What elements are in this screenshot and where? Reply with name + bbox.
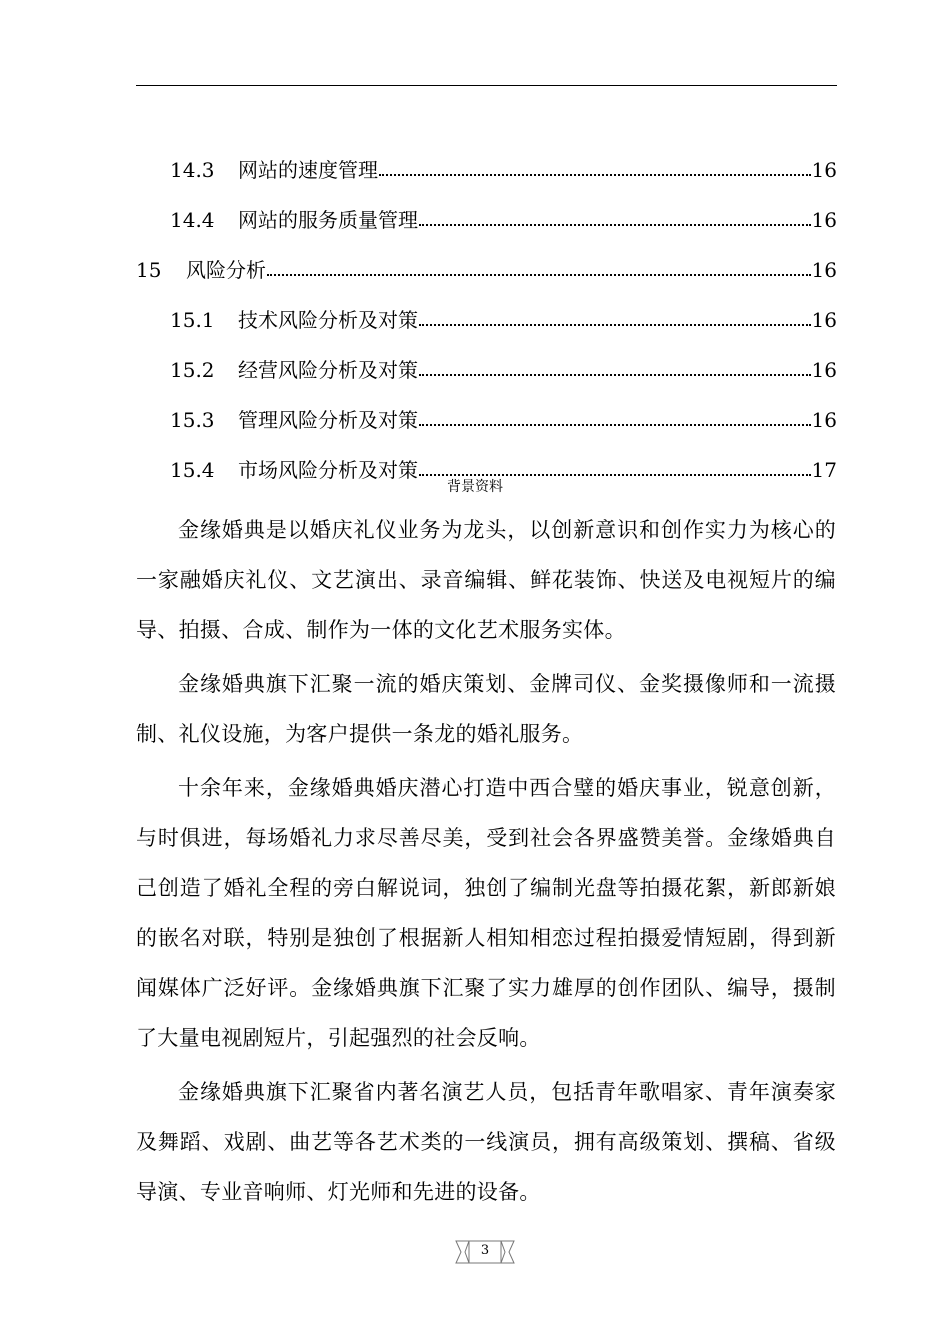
toc-entry-page: 16 [811, 308, 837, 332]
body-text [136, 505, 836, 1221]
toc-entry-title: 管理风险分析及对策 [238, 408, 418, 432]
toc-entry-page: 16 [811, 408, 837, 432]
paragraph: 十余年来，金缘婚典婚庆潜心打造中西合璧的婚庆事业，锐意创新，与时俱进，每场婚礼力求尽善尽美，受到社会各界盛赞美誉。金缘婚典自己创造了婚礼全程的旁白解说词，独创了编制光盘等拍摄花絮，新郎新娘的嵌名对联，特别是独创了根据新人相知相恋过程拍摄爱情短剧，得到新闻媒体广泛好评。金缘婚典旗下汇聚了实力雄厚的创作团队、编导，摄制了大量电视剧短片，引起强烈的社会反响。 [136, 776, 836, 1050]
toc-entry[interactable] [136, 332, 837, 382]
toc-leader-dots [419, 324, 811, 326]
toc-entry-title: 经营风险分析及对策 [238, 358, 418, 382]
toc-entry-number: 14.4 [170, 208, 215, 232]
toc-leader-dots [419, 374, 811, 376]
toc-entry-page: 16 [811, 208, 837, 232]
toc-entry-number: 14.3 [170, 158, 215, 182]
toc-entry[interactable] [136, 432, 837, 482]
toc-entry-title: 风险分析 [186, 258, 266, 282]
paragraph: 金缘婚典旗下汇聚省内著名演艺人员，包括青年歌唱家、青年演奏家及舞蹈、戏剧、曲艺等各艺术类的一线演员，拥有高级策划、撰稿、省级导演、专业音响师、灯光师和先进的设备。 [136, 1080, 836, 1204]
toc-entry-number: 15.3 [170, 408, 215, 432]
toc-entry[interactable] [136, 132, 837, 182]
paragraph: 金缘婚典旗下汇聚一流的婚庆策划、金牌司仪、金奖摄像师和一流摄制、礼仪设施，为客户提供一条龙的婚礼服务。 [136, 672, 836, 746]
toc-entry-title: 技术风险分析及对策 [238, 308, 418, 332]
toc-entry[interactable] [136, 232, 837, 282]
toc-leader-dots [419, 224, 811, 226]
toc-leader-dots [379, 174, 811, 176]
header-rule [136, 85, 837, 86]
toc-leader-dots [419, 424, 811, 426]
toc-leader-dots [267, 274, 811, 276]
toc-entry-number: 15.4 [170, 458, 215, 482]
toc-entry-number: 15.1 [170, 308, 215, 332]
toc-entry[interactable] [136, 182, 837, 232]
toc-entry-title: 网站的速度管理 [238, 158, 378, 182]
toc-entry-title: 市场风险分析及对策 [238, 458, 418, 482]
page-number-badge [455, 1237, 515, 1267]
toc-entry-page: 16 [811, 358, 837, 382]
toc-entry-page: 16 [811, 258, 837, 282]
toc-entry-page: 16 [811, 158, 837, 182]
toc-entry[interactable] [136, 382, 837, 432]
table-of-contents [136, 132, 837, 482]
toc-entry-number: 15.2 [170, 358, 215, 382]
toc-entry-page: 17 [811, 458, 837, 482]
paragraph: 金缘婚典是以婚庆礼仪业务为龙头，以创新意识和创作实力为核心的一家融婚庆礼仪、文艺演出、录音编辑、鲜花装饰、快送及电视短片的编导、拍摄、合成、制作为一体的文化艺术服务实体。 [136, 518, 836, 642]
toc-entry-number: 15 [136, 258, 162, 282]
page-number: 3 [480, 1243, 490, 1258]
toc-entry-title: 网站的服务质量管理 [238, 208, 418, 232]
section-caption: 背景资料 [447, 479, 503, 495]
toc-leader-dots [419, 474, 811, 476]
toc-entry[interactable] [136, 282, 837, 332]
